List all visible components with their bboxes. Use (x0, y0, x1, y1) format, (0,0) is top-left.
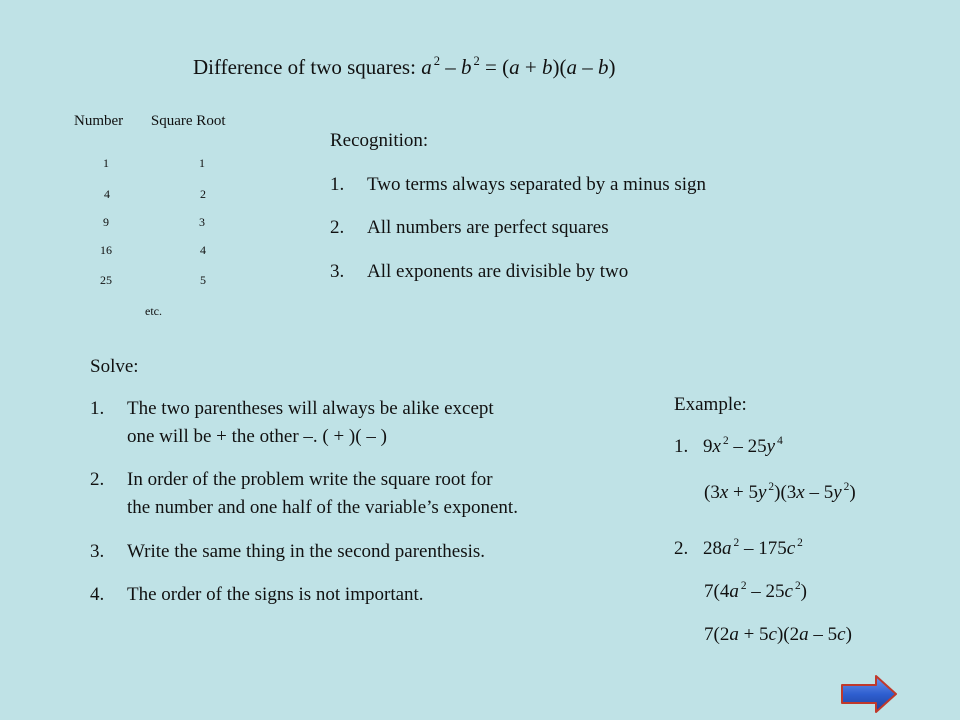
example-2-problem: 2. 28a $^2$ – 175c $^2$ (674, 537, 803, 559)
table-number-cell: 25 (100, 273, 112, 287)
solve-heading: Solve: (90, 356, 139, 377)
table-number-cell: 1 (103, 156, 109, 170)
example-2-step: 7(4a $^2$ – 25c $^2$) (704, 580, 807, 602)
table-root-cell: 2 (200, 187, 206, 201)
table-header (74, 113, 225, 130)
solve-item-continuation: one will be + the other –. ( + )( – ) (127, 426, 387, 447)
table-root-cell: 1 (199, 156, 205, 170)
table-etc: etc. (145, 304, 162, 318)
table-root-cell: 3 (199, 215, 205, 229)
right-arrow-icon[interactable] (840, 674, 898, 714)
example-heading: Example: (674, 394, 747, 415)
example-2-answer: 7(2a + 5c)(2a – 5c) (704, 624, 852, 645)
recognition-item: 1. Two terms always separated by a minus sign (330, 174, 707, 195)
table-number-cell: 9 (103, 215, 109, 229)
example-1-answer: (3x + 5y $^2$)(3x – 5y $^2$) (704, 481, 856, 503)
recognition-item: 2. All numbers are perfect squares (330, 217, 609, 238)
table-root-cell: 4 (200, 243, 206, 257)
header-square-root: Square Root (150, 113, 226, 129)
recognition-item: 3. All exponents are divisible by two (330, 261, 629, 282)
table-root-cell: 5 (200, 273, 206, 287)
table-number-cell: 16 (100, 243, 112, 257)
solve-item-continuation: the number and one half of the variable’s exponent. (127, 497, 518, 518)
solve-item: 3. Write the same thing in the second parenthesis. (90, 541, 486, 562)
table-number-cell: 4 (104, 187, 110, 201)
header-number: Number (74, 113, 124, 129)
solve-item: 2. In order of the problem write the square root for (90, 469, 493, 490)
example-1-problem: 1. 9x $^2$ – 25y $^4$ (674, 435, 783, 457)
recognition-heading: Recognition: (330, 130, 429, 151)
page-title: Difference of two squares: a $^2$ – b $^2$ = (a + b)(a – b) (193, 54, 616, 79)
solve-item: 4. The order of the signs is not important. (90, 584, 424, 605)
solve-item: 1. The two parentheses will always be alike except (90, 398, 494, 419)
